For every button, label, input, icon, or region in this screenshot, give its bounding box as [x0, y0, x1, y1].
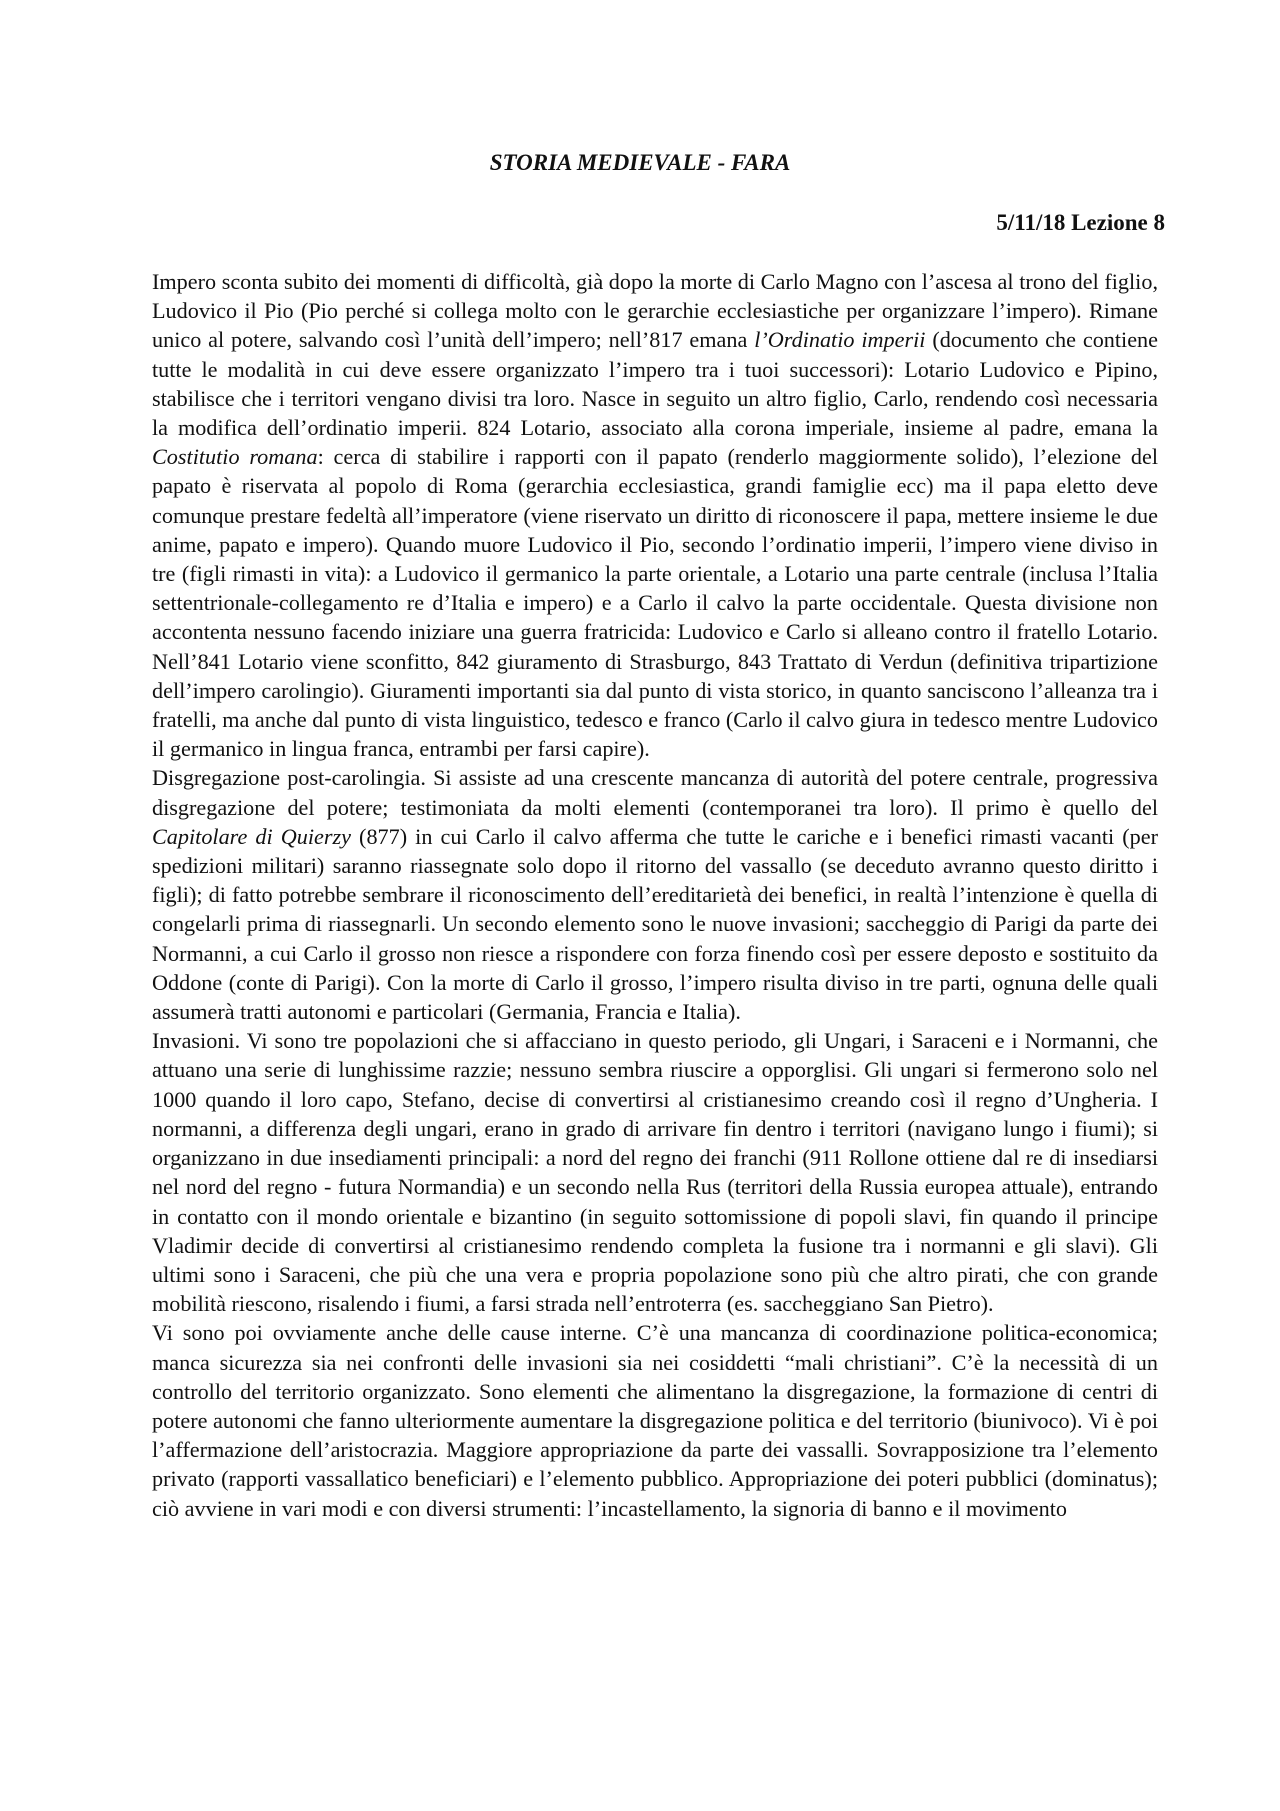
text-segment: Vi sono poi ovviamente anche delle cause interne. C’è una mancanza di coordinazione politica-economica; manca sicurezza sia nei confronti delle invasioni sia nei cosiddetti “mali christiani”. C’è la necessità di un controllo del territorio organizzato. Sono elementi che alimentano la disgregazione, la formazione di centri di potere autonomi che fanno ulteriormente aumentare la disgregazione politica e del territorio (biunivoco). Vi è poi l’affermazione dell’aristocrazia. Maggiore appropriazione da parte dei vassalli. Sovrapposizione tra l’elemento privato (rapporti vassallatico beneficiari) e l’elemento pubblico. Appropriazione dei poteri pubblici (dominatus); ciò avviene in vari modi e con diversi strumenti: l’incastellamento, la signoria di banno e il movimento [152, 1320, 1158, 1521]
italic-term: Capitolare di Quierzy [152, 823, 351, 849]
document-title: STORIA MEDIEVALE - FARA [489, 150, 791, 175]
text-segment: : cerca di stabilire i rapporti con il papato (renderlo maggiormente solido), l’elezione del papato è riservata al popolo di Roma (gerarchia ecclesiastica, grandi famiglie ecc) ma il papa eletto deve comunque prestare fedeltà all’imperatore (viene riservato un diritto di riconoscere il papa, mettere insieme le due anime, papato e impero). Quando muore Ludovico il Pio, secondo l’ordinatio imperii, l’impero viene diviso in tre (figli rimasti in vita): a Ludovico il germanico la parte orientale, a Lotario una parte centrale (inclusa l’Italia settentrionale-collegamento re d’Italia e impero) e a Carlo il calvo la parte occidentale. Questa divisione non accontenta nessuno facendo iniziare una guerra fratricida: Ludovico e Carlo si alleano contro il fratello Lotario. Nell’841 Lotario viene sconfitto, 842 giuramento di Strasburgo, 843 Trattato di Verdun (definitiva tripartizione dell’impero carolingio). Giuramenti importanti sia dal punto di vista storico, in quanto sanciscono l’alleanza tra i fratelli, ma anche dal punto di vista linguistico, tedesco e franco (Carlo il calvo giura in tedesco mentre Ludovico il germanico in lingua franca, entrambi per farsi capire). [152, 444, 1158, 762]
paragraph [152, 1026, 1158, 1318]
italic-term: l’Ordinatio imperii [754, 327, 926, 353]
text-segment: Disgregazione post-carolingia. Si assiste ad una crescente mancanza di autorità del potere centrale, progressiva disgregazione del potere; testimoniata da molti elementi (contemporanei tra loro). Il primo è quello del [152, 765, 1158, 820]
paragraph [152, 267, 1158, 763]
text-segment: (documento che contiene tutte le modalità in cui deve essere organizzato l’impero tra i tuoi successori): Lotario Ludovico e Pipino, stabilisce che i territori vengano divisi tra loro. Nasce in seguito un altro figlio, Carlo, rendendo così necessaria la modifica dell’ordinatio imperii. 824 Lotario, associato alla corona imperiale, insieme al padre, emana la [152, 327, 1159, 441]
lesson-date: 5/11/18 Lezione 8 [996, 210, 1165, 235]
text-segment: Impero sconta subito dei momenti di difficoltà, già dopo la morte di Carlo Magno con l’ascesa al trono del figlio, Ludovico il Pio (Pio perché si collega molto con le gerarchie ecclesiastiche per organizzare l’impero). Rimane unico al potere, salvando così l’unità dell’impero; nell’817 emana [152, 269, 1158, 353]
paragraph [152, 763, 1158, 1026]
paragraph [152, 1318, 1158, 1522]
text-segment: Invasioni. Vi sono tre popolazioni che si affacciano in questo periodo, gli Ungari, i Saraceni e i Normanni, che attuano una serie di lunghissime razzie; nessuno sembra riuscire a opporglisi. Gli ungari si fermerono solo nel 1000 quando il loro capo, Stefano, decise di convertirsi al cristianesimo creando così il regno d’Ungheria. I normanni, a differenza degli ungari, erano in grado di arrivare fin dentro i territori (navigano lungo i fiumi); si organizzano in due insediamenti principali: a nord del regno dei franchi (911 Rollone ottiene dal re di insediarsi nel nord del regno - futura Normandia) e un secondo nella Rus (territori della Russia europea attuale), entrando in contatto con il mondo orientale e bizantino (in seguito sottomissione di popoli slavi, fin quando il principe Vladimir decide di convertirsi al cristianesimo rendendo completa la fusione tra i normanni e gli slavi). Gli ultimi sono i Saraceni, che più che una vera e propria popolazione sono più che altro pirati, che con grande mobilità riescono, risalendo i fiumi, a farsi strada nell’entroterra (es. saccheggiano San Pietro). [152, 1028, 1158, 1317]
italic-term: Costitutio romana [152, 444, 318, 470]
document-body [152, 267, 1158, 1523]
text-segment: (877) in cui Carlo il calvo afferma che tutte le cariche e i benefici rimasti vacanti (per spedizioni militari) saranno riassegnate solo dopo il ritorno del vassallo (se deceduto avranno questo diritto i figli); di fatto potrebbe sembrare il riconoscimento dell’ereditarietà dei benefici, in realtà l’intenzione è quella di congelarli prima di riassegnarli. Un secondo elemento sono le nuove invasioni; saccheggio di Parigi da parte dei Normanni, a cui Carlo il grosso non riesce a rispondere con forza finendo così per essere deposto e sostituito da Oddone (conte di Parigi). Con la morte di Carlo il grosso, l’impero risulta diviso in tre parti, ognuna delle quali assumerà tratti autonomi e particolari (Germania, Francia e Italia). [152, 823, 1158, 1025]
